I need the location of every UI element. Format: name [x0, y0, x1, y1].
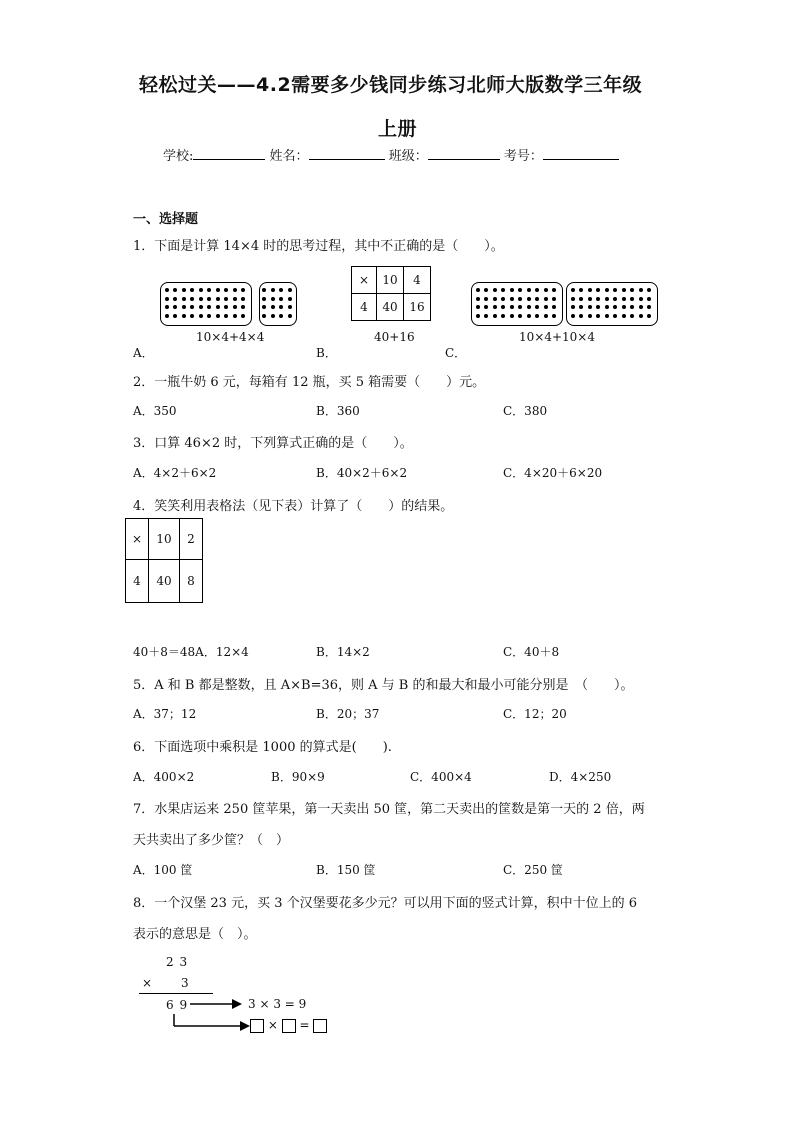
- dot: [233, 288, 237, 292]
- dot: [262, 305, 266, 309]
- vertical-calc-product: 6 9: [166, 998, 189, 1012]
- q1-caption-c: 10×4+10×4: [519, 330, 595, 344]
- dot: [518, 288, 522, 292]
- q6-option-b[interactable]: B．90×9: [271, 770, 325, 784]
- dot: [647, 305, 651, 309]
- dot: [493, 314, 497, 318]
- dot: [596, 314, 600, 318]
- q3-option-b[interactable]: B．40×2＋6×2: [316, 466, 408, 480]
- dot: [588, 305, 592, 309]
- dot: [207, 288, 211, 292]
- dot: [288, 297, 292, 301]
- dot: [216, 297, 220, 301]
- dot: [571, 314, 575, 318]
- dot: [535, 305, 539, 309]
- q4-table-r2: 8: [180, 560, 203, 603]
- dot-array-10x4-second: [566, 282, 658, 326]
- dot: [262, 297, 266, 301]
- dot: [224, 297, 228, 301]
- q7-stem-line-2: 天共卖出了多少筐？（ ）: [133, 833, 290, 848]
- q1-option-c[interactable]: C．: [445, 346, 467, 360]
- arrow-ones-head: [232, 999, 242, 1009]
- dot: [216, 314, 220, 318]
- dot: [535, 314, 539, 318]
- dot: [596, 305, 600, 309]
- q1-table-r2: 16: [404, 294, 431, 321]
- dot: [535, 297, 539, 301]
- dot: [622, 305, 626, 309]
- dot: [484, 297, 488, 301]
- dot: [605, 305, 609, 309]
- q6-option-a[interactable]: A．400×2: [133, 770, 195, 784]
- dot: [241, 305, 245, 309]
- class-label: 班级：: [388, 149, 428, 164]
- q5-option-a[interactable]: A．37；12: [133, 707, 197, 721]
- dot: [571, 297, 575, 301]
- dot: [233, 297, 237, 301]
- dot: [241, 288, 245, 292]
- dot: [216, 288, 220, 292]
- blank-equals-sign: =: [299, 1018, 310, 1032]
- dot: [630, 305, 634, 309]
- dot: [271, 288, 275, 292]
- dot: [493, 297, 497, 301]
- dot: [216, 305, 220, 309]
- q7-option-b[interactable]: B．150 筐: [316, 863, 376, 877]
- dot: [207, 297, 211, 301]
- dot: [173, 314, 177, 318]
- dot: [596, 288, 600, 292]
- dot: [588, 314, 592, 318]
- q1-table-r1: 40: [377, 294, 404, 321]
- q6-option-c[interactable]: C．400×4: [410, 770, 472, 784]
- dot: [552, 297, 556, 301]
- arrows-diagram: [160, 996, 260, 1032]
- name-field[interactable]: [309, 147, 385, 160]
- dot: [552, 314, 556, 318]
- dot: [207, 314, 211, 318]
- dot: [271, 305, 275, 309]
- q2-option-b[interactable]: B．360: [316, 404, 360, 418]
- q2-stem: 2．一瓶牛奶 6 元，每箱有 12 瓶，买 5 箱需要（ ）元。: [133, 375, 486, 390]
- vertical-calc-multiplicand: 2 3: [166, 955, 189, 969]
- dot: [476, 314, 480, 318]
- q1-stem: 1．下面是计算 14×4 时的思考过程，其中不正确的是（ ）。: [133, 239, 504, 254]
- dot: [647, 297, 651, 301]
- dot: [199, 314, 203, 318]
- dot: [622, 288, 626, 292]
- q4-table-r1: 40: [149, 560, 180, 603]
- dot: [605, 297, 609, 301]
- q7-option-a[interactable]: A．100 筐: [133, 863, 193, 877]
- dot: [165, 297, 169, 301]
- dot: [535, 288, 539, 292]
- dot: [639, 288, 643, 292]
- dot: [173, 288, 177, 292]
- dot: [279, 305, 283, 309]
- tens-equation-blanks: [250, 1018, 327, 1033]
- dot: [544, 297, 548, 301]
- dot: [233, 305, 237, 309]
- q1-caption-b: 40+16: [374, 330, 415, 344]
- dot: [165, 314, 169, 318]
- dot: [493, 288, 497, 292]
- dot-array-10x4: [160, 282, 252, 326]
- dot: [493, 305, 497, 309]
- dot: [527, 305, 531, 309]
- dot: [207, 305, 211, 309]
- q1-multiplication-table: [351, 266, 431, 321]
- dot: [510, 314, 514, 318]
- dot: [613, 297, 617, 301]
- dot: [571, 305, 575, 309]
- dot: [165, 305, 169, 309]
- q3-stem: 3．口算 46×2 时，下列算式正确的是（ ）。: [133, 436, 413, 451]
- dot: [190, 305, 194, 309]
- dot: [224, 288, 228, 292]
- dot: [630, 288, 634, 292]
- q8-stem-line-2: 表示的意思是（ ）。: [133, 927, 257, 942]
- dot: [579, 297, 583, 301]
- dot: [518, 314, 522, 318]
- dot: [630, 297, 634, 301]
- dot: [199, 297, 203, 301]
- dot: [527, 297, 531, 301]
- dot: [501, 288, 505, 292]
- q5-option-c[interactable]: C．12；20: [503, 707, 567, 721]
- q6-option-d[interactable]: D．4×250: [549, 770, 612, 784]
- dot: [639, 297, 643, 301]
- dot: [224, 314, 228, 318]
- dot: [579, 314, 583, 318]
- name-label: 姓名：: [269, 149, 309, 164]
- dot: [199, 288, 203, 292]
- q4-table-times: ×: [126, 519, 149, 560]
- vertical-calc-multiplier: 3: [181, 976, 189, 990]
- dot: [288, 305, 292, 309]
- q4-option-c[interactable]: C．40＋8: [503, 645, 560, 659]
- dot: [630, 314, 634, 318]
- dot: [510, 297, 514, 301]
- q8-stem-line-1: 8．一个汉堡 23 元，买 3 个汉堡要花多少元？可以用下面的竖式计算，积中十位上的 6: [133, 896, 638, 911]
- dot: [288, 288, 292, 292]
- dot: [182, 305, 186, 309]
- dot-array-4x4: [259, 282, 297, 326]
- q3-option-a[interactable]: A．4×2＋6×2: [133, 466, 217, 480]
- school-field[interactable]: [193, 147, 265, 160]
- dot: [262, 314, 266, 318]
- blank-times-sign: ×: [267, 1018, 278, 1032]
- dot: [241, 297, 245, 301]
- dot: [241, 314, 245, 318]
- dot: [639, 305, 643, 309]
- q6-stem: 6．下面选项中乘积是 1000 的算式是( ).: [133, 740, 392, 755]
- q4-stem: 4．笑笑利用表格法（见下表）计算了（ ）的结果。: [133, 499, 454, 514]
- dot: [647, 314, 651, 318]
- dot: [501, 305, 505, 309]
- dot: [579, 305, 583, 309]
- dot: [527, 314, 531, 318]
- dot: [527, 288, 531, 292]
- class-field[interactable]: [428, 147, 500, 160]
- dot: [552, 305, 556, 309]
- vertical-calc-times-sign: ×: [142, 976, 153, 990]
- dot: [165, 288, 169, 292]
- dot: [639, 314, 643, 318]
- dot-array-10x4-first: [471, 282, 563, 326]
- q7-stem-line-1: 7．水果店运来 250 筐苹果，第一天卖出 50 筐，第二天卖出的筐数是第一天的 2 倍，两: [133, 802, 645, 817]
- dot: [596, 297, 600, 301]
- dot: [622, 297, 626, 301]
- dot: [182, 297, 186, 301]
- blank-box-1[interactable]: [250, 1019, 264, 1033]
- q4-table-r0: 4: [126, 560, 149, 603]
- dot: [271, 314, 275, 318]
- dot: [613, 305, 617, 309]
- dot: [571, 288, 575, 292]
- q2-option-a[interactable]: A．350: [133, 404, 177, 418]
- dot: [484, 288, 488, 292]
- dot: [613, 314, 617, 318]
- q1-table-h2: 4: [404, 267, 431, 294]
- dot: [476, 288, 480, 292]
- school-label: 学校:: [163, 149, 194, 164]
- q4-table-h1: 10: [149, 519, 180, 560]
- dot: [510, 305, 514, 309]
- q5-stem: 5．A 和 B 都是整数，且 A×B=36，则 A 与 B 的和最大和最小可能分别是 （ ）。: [133, 678, 634, 693]
- dot: [501, 314, 505, 318]
- q1-caption-a: 10×4+4×4: [196, 330, 265, 344]
- dot: [182, 288, 186, 292]
- q2-option-c[interactable]: C．380: [503, 404, 548, 418]
- dot: [173, 305, 177, 309]
- dot: [288, 314, 292, 318]
- dot: [544, 314, 548, 318]
- dot: [224, 305, 228, 309]
- blank-box-3[interactable]: [313, 1019, 327, 1033]
- q1-table-r0: 4: [352, 294, 377, 321]
- dot: [647, 288, 651, 292]
- dot: [182, 314, 186, 318]
- dot: [233, 314, 237, 318]
- q4-option-b[interactable]: B．14×2: [316, 645, 370, 659]
- dot: [544, 305, 548, 309]
- dot: [173, 297, 177, 301]
- dot: [510, 288, 514, 292]
- q3-option-c[interactable]: C．4×20＋6×20: [503, 466, 603, 480]
- q4-multiplication-table: [125, 518, 203, 603]
- dot: [484, 314, 488, 318]
- blank-box-2[interactable]: [282, 1019, 296, 1033]
- dot: [271, 297, 275, 301]
- dot: [588, 288, 592, 292]
- info-line: [163, 145, 619, 164]
- dot: [190, 297, 194, 301]
- title-line-2: 上册: [378, 118, 418, 140]
- dot: [199, 305, 203, 309]
- q1-table-h1: 10: [377, 267, 404, 294]
- exam-no-label: 考号：: [503, 149, 543, 164]
- dot: [476, 305, 480, 309]
- q1-option-b[interactable]: B．: [316, 346, 337, 360]
- dot: [588, 297, 592, 301]
- q1-table-times: ×: [352, 267, 377, 294]
- dot: [279, 314, 283, 318]
- q7-option-c[interactable]: C．250 筐: [503, 863, 563, 877]
- dot: [518, 297, 522, 301]
- dot: [190, 314, 194, 318]
- dot: [476, 297, 480, 301]
- dot: [579, 288, 583, 292]
- q4-table-h2: 2: [180, 519, 203, 560]
- dot: [552, 288, 556, 292]
- dot: [544, 288, 548, 292]
- q4-option-a[interactable]: 40＋8＝48A．12×4: [133, 645, 249, 659]
- dot: [190, 288, 194, 292]
- dot: [622, 314, 626, 318]
- dot: [279, 297, 283, 301]
- dot: [279, 288, 283, 292]
- ones-equation: 3 × 3 = 9: [248, 997, 307, 1011]
- exam-no-field[interactable]: [543, 147, 619, 160]
- title-line-1: 轻松过关——4.2需要多少钱同步练习北师大版数学三年级: [139, 74, 643, 96]
- section-heading: 一、选择题: [133, 212, 199, 227]
- vertical-calc-rule: [139, 993, 213, 994]
- dot: [605, 288, 609, 292]
- dot: [518, 305, 522, 309]
- q1-option-a[interactable]: A．: [133, 346, 154, 360]
- q5-option-b[interactable]: B．20；37: [316, 707, 380, 721]
- arrow-tens-head: [240, 1021, 250, 1031]
- dot: [501, 297, 505, 301]
- dot: [262, 288, 266, 292]
- dot: [605, 314, 609, 318]
- dot: [484, 305, 488, 309]
- dot: [613, 288, 617, 292]
